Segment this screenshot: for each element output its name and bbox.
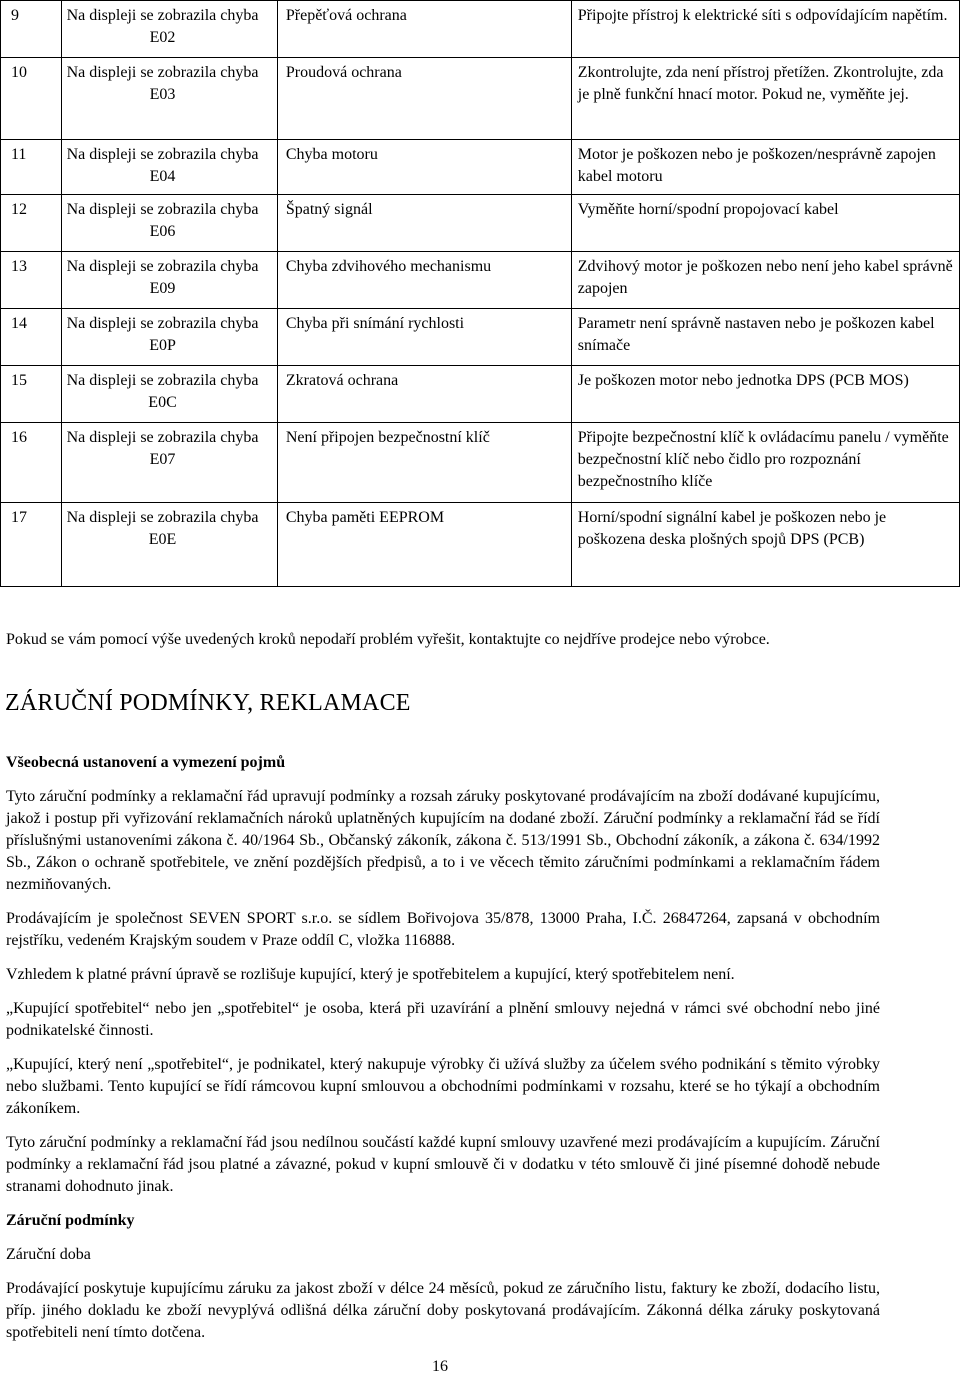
error-name: Proudová ochrana [277, 58, 571, 140]
table-row [1, 252, 960, 309]
display-message: Na displeji se zobrazila chyba E04 [62, 140, 278, 195]
display-message: Na displeji se zobrazila chyba E0E [62, 503, 278, 587]
error-name: Špatný signál [277, 195, 571, 252]
row-number: 12 [1, 195, 62, 252]
paragraph-warranty-period: Prodávající poskytuje kupujícímu záruku za jakost zboží v délce 24 měsíců, pokud ze záručního listu, faktury ke zboží, dodacího listu, příp. jiného dokladu ke zboží nevyplývá odlišná délka záruční doby poskytovaná prodávajícím. Zákonná délka záruky poskytovaná spotřebiteli není tímto dotčena. [6, 1280, 880, 1341]
main-heading: ZÁRUČNÍ PODMÍNKY, REKLAMACE [5, 690, 411, 716]
solution-text: Připojte bezpečnostní klíč k ovládacímu panelu / vyměňte bezpečnostní klíč nebo čidlo pro rozpoznání bezpečnostního klíče [571, 423, 959, 503]
solution-text: Je poškozen motor nebo jednotka DPS (PCB MOS) [571, 366, 959, 423]
row-number: 16 [1, 423, 62, 503]
table-row [1, 366, 960, 423]
paragraph-consumer-definition: „Kupující spotřebitel“ nebo jen „spotřebitel“ je osoba, která při uzavírání a plnění smlouvy nejedná v rámci své obchodní nebo jiné podnikatelské činnosti. [6, 1000, 880, 1039]
error-name: Zkratová ochrana [277, 366, 571, 423]
subsection-heading-period: Záruční doba [6, 1246, 91, 1263]
row-number: 11 [1, 140, 62, 195]
section-heading-warranty: Záruční podmínky [6, 1212, 135, 1229]
display-message: Na displeji se zobrazila chyba E07 [62, 423, 278, 503]
paragraph-seller: Prodávajícím je společnost SEVEN SPORT s.r.o. se sídlem Bořivojova 35/878, 13000 Praha, I.Č. 26847264, zapsaná v obchodním rejstříku, vedeném Krajským soudem v Praze oddíl C, vložka 116888. [6, 910, 880, 949]
display-message: Na displeji se zobrazila chyba E02 [62, 1, 278, 58]
page-number: 16 [432, 1358, 448, 1375]
solution-text: Vyměňte horní/spodní propojovací kabel [571, 195, 959, 252]
display-message: Na displeji se zobrazila chyba E06 [62, 195, 278, 252]
error-table [0, 0, 960, 587]
display-message: Na displeji se zobrazila chyba E03 [62, 58, 278, 140]
error-name: Chyba motoru [277, 140, 571, 195]
error-name: Chyba zdvihového mechanismu [277, 252, 571, 309]
display-message: Na displeji se zobrazila chyba E0P [62, 309, 278, 366]
solution-text: Zkontrolujte, zda není přístroj přetížen. Zkontrolujte, zda je plně funkční hnací motor. Pokud ne, vyměňte jej. [571, 58, 959, 140]
intro-note: Pokud se vám pomocí výše uvedených kroků nepodaří problém vyřešit, kontaktujte co nejdříve prodejce nebo výrobce. [6, 631, 770, 648]
error-name: Chyba při snímání rychlosti [277, 309, 571, 366]
table-row [1, 1, 960, 58]
row-number: 14 [1, 309, 62, 366]
solution-text: Připojte přístroj k elektrické síti s odpovídajícím napětím. [571, 1, 959, 58]
row-number: 9 [1, 1, 62, 58]
display-message: Na displeji se zobrazila chyba E0C [62, 366, 278, 423]
table-row [1, 140, 960, 195]
table-row [1, 195, 960, 252]
paragraph-business-buyer: „Kupující, který není „spotřebitel“, je podnikatel, který nakupuje výrobky či užívá služby za účelem svého podnikání s těmito výrobky nebo službami. Tento kupující se řídí rámcovou kupní smlouvou a obchodními podmínkami v rozsahu, které se ho týkají a obchodním zákoníkem. [6, 1056, 880, 1117]
table-row [1, 309, 960, 366]
solution-text: Motor je poškozen nebo je poškozen/nesprávně zapojen kabel motoru [571, 140, 959, 195]
paragraph-buyer-types: Vzhledem k platné právní úpravě se rozlišuje kupující, který je spotřebitelem a kupující, který spotřebitelem není. [6, 966, 735, 983]
paragraph-contract-validity: Tyto záruční podmínky a reklamační řád jsou nedílnou součástí každé kupní smlouvy uzavřené mezi prodávajícím a kupujícím. Záruční podmínky a reklamační řád jsou platné a závazné, pokud v kupní smlouvě či v dodatku v této smlouvě či jiné písemné dohodě nebude stranami dohodnuto jinak. [6, 1134, 880, 1195]
display-message: Na displeji se zobrazila chyba E09 [62, 252, 278, 309]
section-heading-general: Všeobecná ustanovení a vymezení pojmů [6, 754, 286, 771]
error-name: Chyba paměti EEPROM [277, 503, 571, 587]
table-row [1, 423, 960, 503]
row-number: 15 [1, 366, 62, 423]
error-name: Přepěťová ochrana [277, 1, 571, 58]
solution-text: Zdvihový motor je poškozen nebo není jeho kabel správně zapojen [571, 252, 959, 309]
error-table-body [1, 1, 960, 587]
row-number: 13 [1, 252, 62, 309]
solution-text: Parametr není správně nastaven nebo je poškozen kabel snímače [571, 309, 959, 366]
row-number: 10 [1, 58, 62, 140]
row-number: 17 [1, 503, 62, 587]
table-row [1, 503, 960, 587]
error-name: Není připojen bezpečnostní klíč [277, 423, 571, 503]
solution-text: Horní/spodní signální kabel je poškozen nebo je poškozena deska plošných spojů DPS (PCB) [571, 503, 959, 587]
paragraph-scope: Tyto záruční podmínky a reklamační řád upravují podmínky a rozsah záruky poskytované prodávajícím na zboží dodávané kupujícímu, jakož i postup při vyřizování reklamačních nároků uplatněných kupujícím na dodané zboží. Záruční podmínky a reklamační řád se řídí příslušnými ustanoveními zákona č. 40/1964 Sb., Občanský zákoník, zákona č. 513/1991 Sb., Obchodní zákoník, a zákona č. 634/1992 Sb., Zákon o ochraně spotřebitele, ve znění pozdějších předpisů, a to i ve věcech těmito záručními podmínkami a reklamačním řádem nezmiňovaných. [6, 788, 880, 893]
table-row [1, 58, 960, 140]
